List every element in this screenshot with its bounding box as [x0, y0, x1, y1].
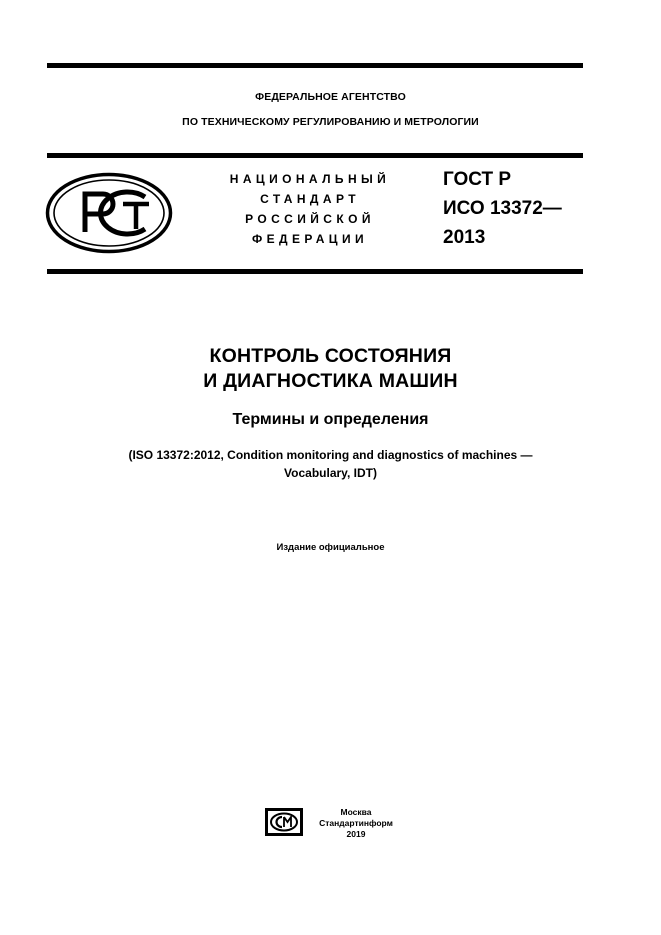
rst-emblem-icon	[45, 172, 173, 254]
header-bottom-rule	[47, 269, 583, 274]
title-line-2: И ДИАГНОСТИКА МАШИН	[203, 370, 458, 392]
agency-line-2: ПО ТЕХНИЧЕСКОМУ РЕГУЛИРОВАНИЮ И МЕТРОЛОГИИ	[182, 116, 479, 128]
national-standard-line-1: НАЦИОНАЛЬНЫЙ	[229, 172, 391, 186]
publisher-year: 2019	[346, 829, 366, 839]
edition-label: Издание официальное	[276, 542, 385, 553]
middle-rule	[47, 153, 583, 158]
iso-reference-line-1: (ISO 13372:2012, Condition monitoring and diagnostics of machines —	[128, 448, 533, 462]
agency-line-1: ФЕДЕРАЛЬНОЕ АГЕНТСТВО	[255, 91, 406, 103]
iso-reference-line-2: Vocabulary, IDT)	[284, 466, 377, 480]
designation-line-2: ИСО 13372—	[443, 198, 562, 219]
publisher-city: Москва	[340, 807, 372, 817]
national-standard-line-3: РОССИЙСКОЙ	[245, 212, 375, 226]
standartinform-logo-icon	[265, 808, 303, 836]
subtitle: Термины и определения	[232, 411, 429, 428]
designation-line-1: ГОСТ Р	[443, 169, 512, 190]
designation-line-3: 2013	[443, 227, 486, 248]
publisher-name: Стандартинформ	[319, 818, 393, 828]
national-standard-line-2: СТАНДАРТ	[260, 192, 360, 206]
top-rule	[47, 63, 583, 68]
national-standard-line-4: ФЕДЕРАЦИИ	[251, 232, 369, 246]
title-line-1: КОНТРОЛЬ СОСТОЯНИЯ	[209, 345, 452, 367]
